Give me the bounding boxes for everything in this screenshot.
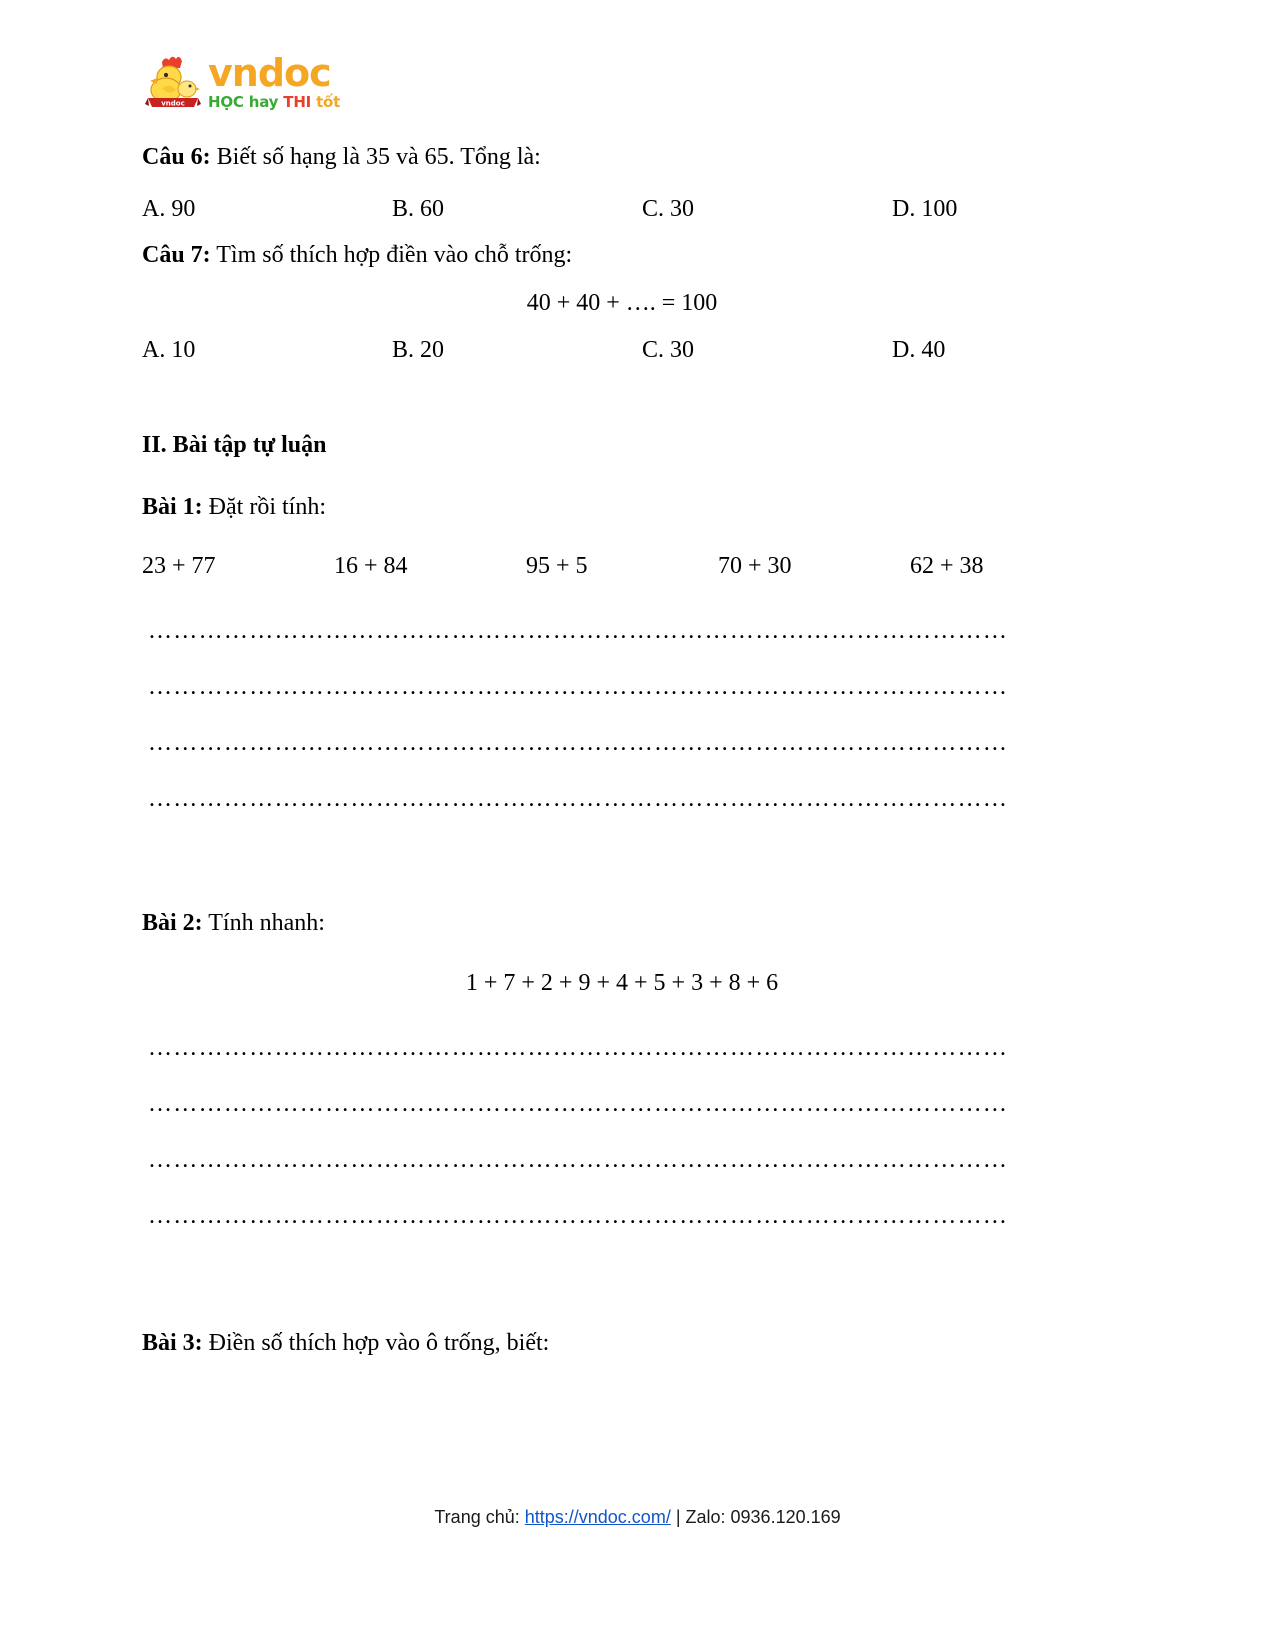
tagline-hoc-hay: HỌC hay [208, 93, 284, 111]
question-7-label: Câu 7: [142, 242, 211, 268]
expression-1: 23 + 77 [142, 553, 216, 579]
option-7-d[interactable]: D. 40 [892, 337, 946, 363]
vndoc-logo [142, 52, 442, 118]
answer-line[interactable]: ………………………………………………………………………………………… [148, 1091, 1009, 1117]
question-6-options [142, 194, 1142, 224]
expression-3: 95 + 5 [526, 553, 588, 579]
expression-5: 62 + 38 [910, 553, 984, 579]
option-6-a[interactable]: A. 90 [142, 196, 196, 222]
expression-2: 16 + 84 [334, 553, 408, 579]
footer-prefix: Trang chủ: [434, 1507, 525, 1527]
answer-line[interactable]: ………………………………………………………………………………………… [148, 1035, 1009, 1061]
exercise-3 [142, 1328, 549, 1358]
chicken-mascot-icon [142, 52, 204, 114]
exercise-2 [142, 908, 325, 938]
option-6-c[interactable]: C. 30 [642, 196, 695, 222]
option-7-b[interactable]: B. 20 [392, 337, 445, 363]
exercise-2-label: Bài 2: [142, 910, 203, 936]
exercise-3-label: Bài 3: [142, 1330, 203, 1356]
option-6-b[interactable]: B. 60 [392, 196, 445, 222]
exercise-1-expressions [142, 551, 1102, 581]
tagline-tot: tốt [316, 93, 341, 111]
question-7-equation: 40 + 40 + …. = 100 [526, 290, 718, 316]
vndoc-homepage-link[interactable]: https://vndoc.com/ [524, 1507, 671, 1527]
question-6-label: Câu 6: [142, 144, 211, 170]
answer-line[interactable]: ………………………………………………………………………………………… [148, 1147, 1009, 1173]
answer-line[interactable]: ………………………………………………………………………………………… [148, 674, 1009, 700]
answer-line[interactable]: ………………………………………………………………………………………… [148, 786, 1009, 812]
answer-line[interactable]: ………………………………………………………………………………………… [148, 1203, 1009, 1229]
exercise-1-label: Bài 1: [142, 494, 203, 520]
question-6-prompt: Biết số hạng là 35 và 65. Tổng là: [216, 144, 541, 170]
logo-wordmark [208, 52, 340, 111]
page-footer [0, 1505, 1275, 1529]
exercise-2-prompt: Tính nhanh: [208, 910, 325, 936]
answer-line[interactable]: ………………………………………………………………………………………… [148, 730, 1009, 756]
question-7-prompt: Tìm số thích hợp điền vào chỗ trống: [216, 242, 573, 268]
question-7-options [142, 335, 1142, 365]
footer-suffix: | Zalo: 0936.120.169 [670, 1507, 841, 1527]
option-7-c[interactable]: C. 30 [642, 337, 695, 363]
logo-name: vndoc [208, 51, 331, 95]
tagline-thi: THI [283, 93, 317, 111]
question-7 [142, 240, 572, 270]
expression-4: 70 + 30 [718, 553, 792, 579]
exercise-1-prompt: Đặt rồi tính: [208, 494, 326, 520]
exercise-3-prompt: Điền số thích hợp vào ô trống, biết: [208, 1330, 550, 1356]
section-heading-ii: II. Bài tập tự luận [142, 432, 327, 458]
option-7-a[interactable]: A. 10 [142, 337, 196, 363]
option-6-d[interactable]: D. 100 [892, 196, 958, 222]
question-6 [142, 142, 541, 172]
svg-text:vndoc: vndoc [161, 99, 185, 108]
logo-tagline [208, 94, 340, 111]
exercise-1 [142, 492, 326, 522]
exercise-2-equation: 1 + 7 + 2 + 9 + 4 + 5 + 3 + 8 + 6 [465, 970, 779, 996]
answer-line[interactable]: ………………………………………………………………………………………… [148, 618, 1009, 644]
